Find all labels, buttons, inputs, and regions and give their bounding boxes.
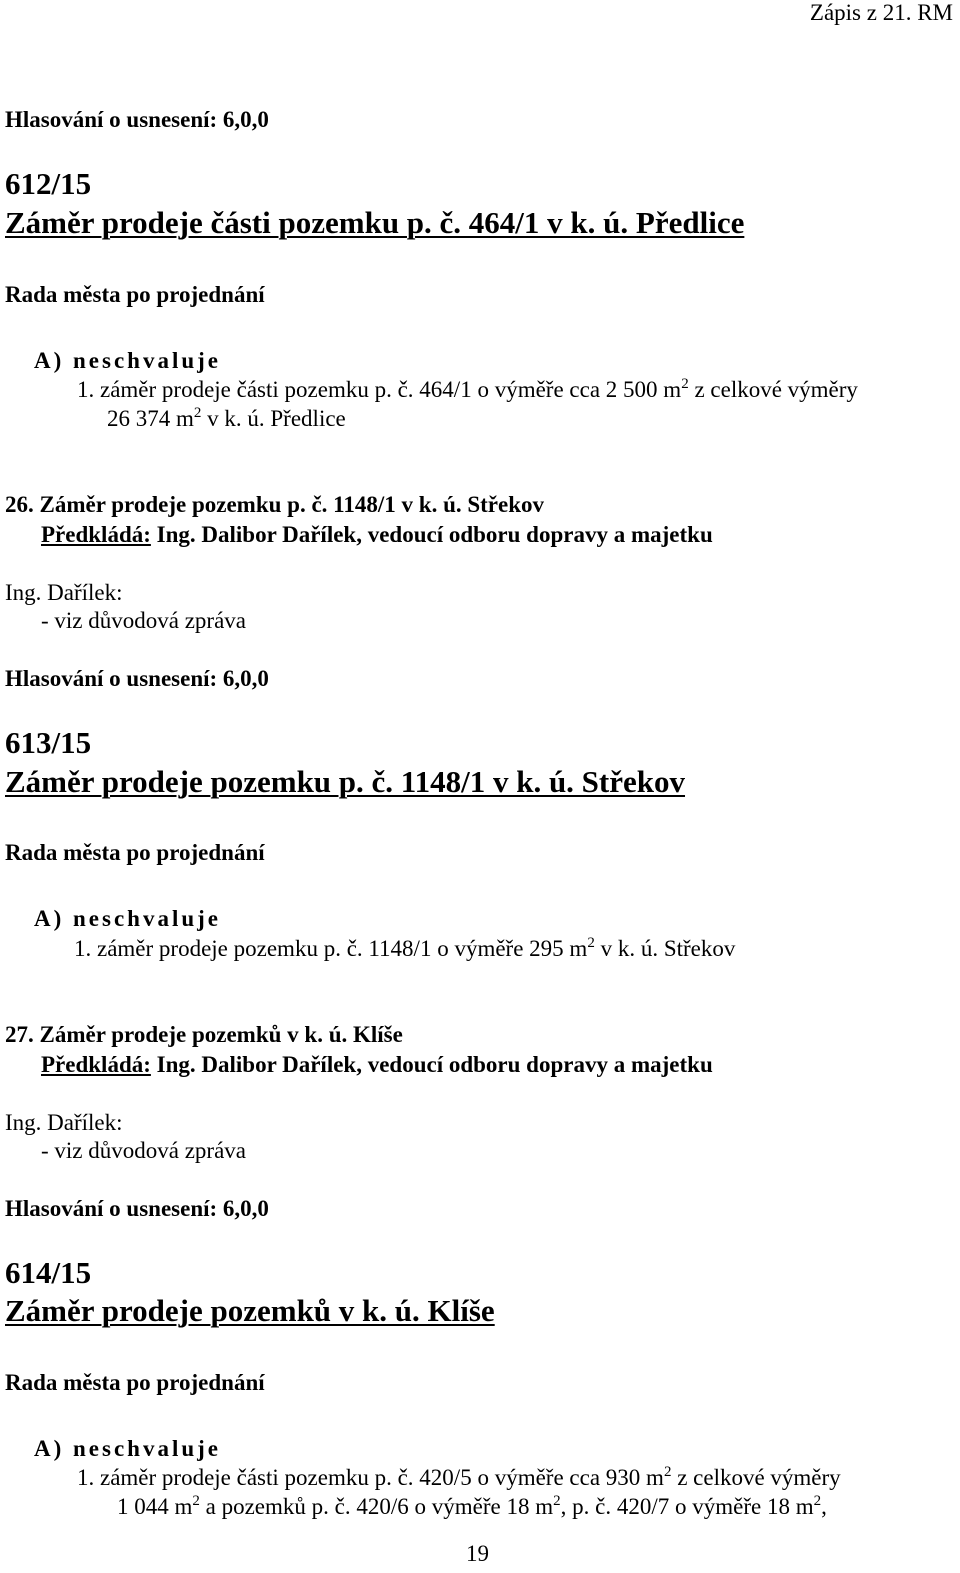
reason-text: - viz důvodová zpráva: [41, 1138, 247, 1163]
resolution-item: 1. záměr prodeje části pozemku p. č. 420/5 o výměře cca 930 $m^2$ z celkové výměry: [77, 1464, 841, 1490]
reason-text: - viz důvodová zpráva: [41, 608, 247, 633]
speaker-label: Ing. Dařílek:: [5, 580, 123, 605]
resolution-item-cont: 1 044 $m^2$ a pozemků p. č. 420/6 o výměře 18 $m^2$, p. č. 420/7 o výměře 18 $m^2$,: [117, 1493, 827, 1519]
page-number: 19: [466, 1541, 489, 1566]
reject-label: A) neschvaluje: [34, 348, 222, 373]
resolution-number: 612/15: [5, 166, 92, 201]
resolution-item: 1. záměr prodeje části pozemku p. č. 464/1 o výměře cca 2 500 $m^2$ z celkové výměry: [77, 376, 858, 402]
presenter-line: Předkládá: Ing. Dalibor Dařílek, vedoucí odboru dopravy a majetku: [41, 522, 713, 547]
presenter-line: Předkládá: Ing. Dalibor Dařílek, vedoucí odboru dopravy a majetku: [41, 1052, 713, 1077]
council-label: Rada města po projednání: [5, 840, 265, 865]
resolution-item: 1. záměr prodeje pozemku p. č. 1148/1 o výměře 295 $m^2$ v k. ú. Střekov: [74, 935, 736, 961]
council-label: Rada města po projednání: [5, 282, 265, 307]
reject-label: A) neschvaluje: [34, 1436, 222, 1461]
page-header: Zápis z 21. RM: [809, 0, 953, 25]
resolution-number: 613/15: [5, 725, 92, 760]
resolution-title: Záměr prodeje pozemku p. č. 1148/1 v k. ú. Střekov: [5, 764, 686, 799]
vote-result: Hlasování o usnesení: 6,0,0: [5, 666, 269, 691]
reject-label: A) neschvaluje: [34, 906, 222, 931]
agenda-item-heading: 26. Záměr prodeje pozemku p. č. 1148/1 v k. ú. Střekov: [5, 492, 545, 517]
resolution-title: Záměr prodeje pozemků v k. ú. Klíše: [5, 1293, 495, 1328]
council-label: Rada města po projednání: [5, 1370, 265, 1395]
agenda-item-heading: 27. Záměr prodeje pozemků v k. ú. Klíše: [5, 1022, 403, 1047]
resolution-item-cont: 26 374 $m^2$ v k. ú. Předlice: [107, 405, 346, 431]
resolution-number: 614/15: [5, 1255, 92, 1290]
vote-result: Hlasování o usnesení: 6,0,0: [5, 1196, 269, 1221]
resolution-title: Záměr prodeje části pozemku p. č. 464/1 v k. ú. Předlice: [5, 205, 745, 240]
speaker-label: Ing. Dařílek:: [5, 1110, 123, 1135]
vote-result: Hlasování o usnesení: 6,0,0: [5, 107, 269, 132]
